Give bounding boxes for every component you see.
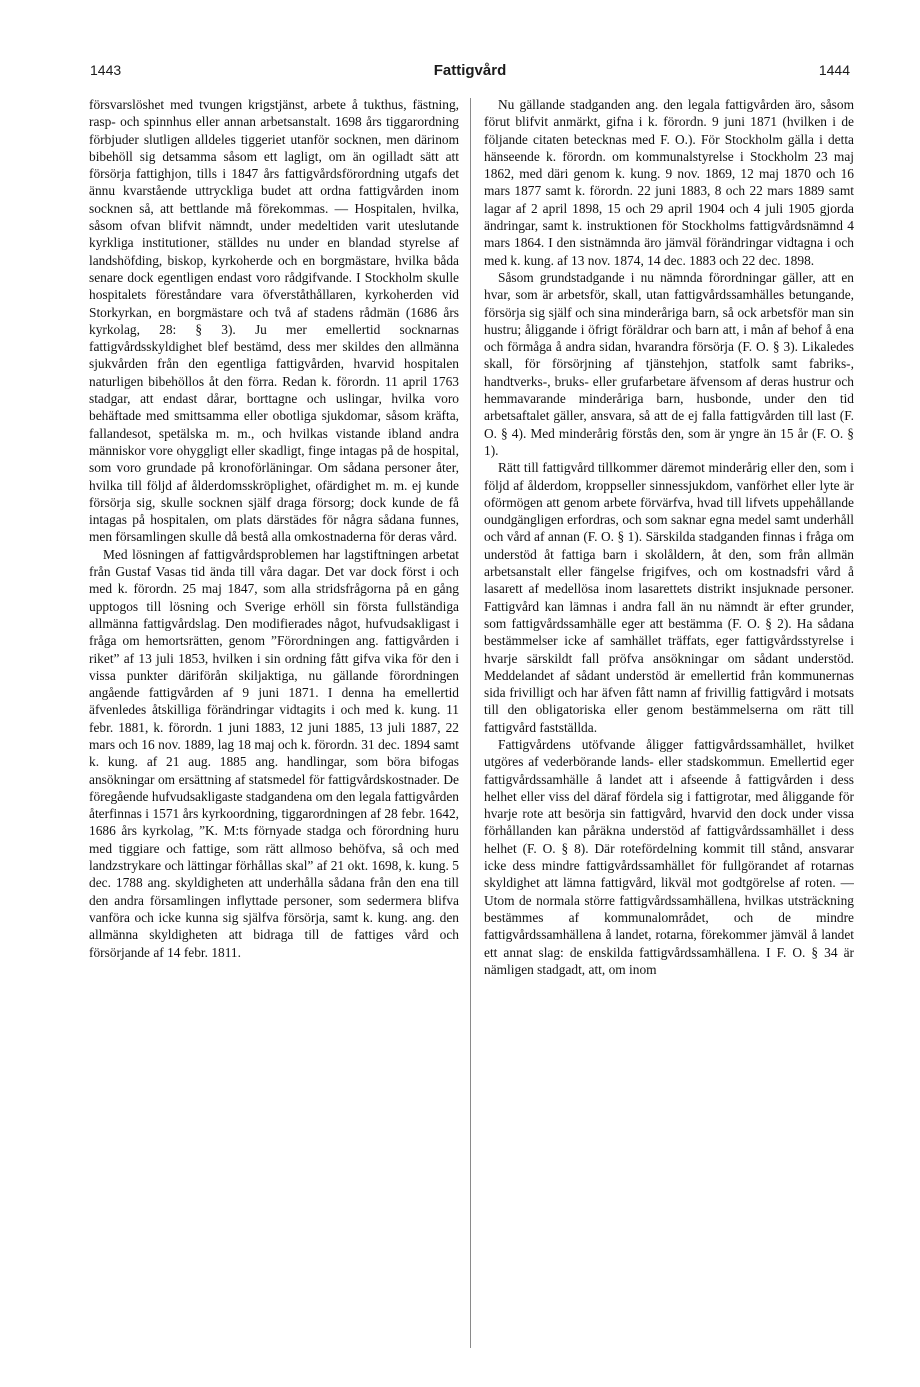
- right-column: [484, 96, 854, 1352]
- right-paragraph-2: Såsom grundstadgande i nu nämnda förordningar gäller, att en hvar, som är arbetsför, skall, utan fattigvårdssamhälles betungande, försörja sig själf och sina minderåriga barn, så ock arbetsför man sin hustru; åliggande i öfrigt föräldrar och barn att, i mån af behof å ena och förmåga å andra sidan, hvarandra försörja (F. O. § 3). Likaledes skall, för försörjning af tjänstehjon, statfolk samt fabriks-, handtverks-, bruks- eller grufarbetare äfvensom af deras hustrur och hemmavarande minderåriga barn, husbonde, under den tid arbetsaftalet gäller, ansvara, så att de ej falla fattigvården till last (F. O. § 4). Med minderårig förstås den, som är yngre än 15 år (F. O. § 1).: [484, 269, 854, 458]
- right-paragraph-3: Rätt till fattigvård tillkommer däremot minderårig eller den, som i följd af ålderdom, kroppseller sinnessjukdom, vanförhet eller lyte är oförmögen att genom arbete förvärfva, hvad till lifvets uppehållande oundgängligen erfordras, och som saknar egna medel samt underhåll och vård af annan (F. O. § 1). Särskilda stadganden finnas i fråga om understöd åt fattiga barn i skolåldern, åt den, som från allmän arbetsanstalt eller fängelse frigifves, och om kostnadsfri vård å lasarett af medellösa inom lasarettets distrikt insjuknade personer. Fattigvård kan lämnas i andra fall än nu nämndt är efter grunder, som fattigvårdssamhälle eger att bestämma (F. O. § 2). Ha sådana bestämmelser icke af samhället träffats, eger fattigvårdsstyrelse i hvarje särskildt fall pröfva ansökningar om sådant understöd. Meddelandet af sådant understöd är emellertid från kommunernas sida frivilligt och har äfven fått namn af frivillig fattigvård i motsats till den obligatoriska eller genom bestämmelserna om rätt till fattigvård fastställda.: [484, 460, 854, 735]
- right-paragraph-4: Fattigvårdens utöfvande åligger fattigvårdssamhället, hvilket utgöres af vederbörande lands- eller stadskommun. Emellertid eger fattigvårdssamhälle å landet att i afseende å fattigvården i dess helhet eller viss del däraf fördela sig i fattigrotar, med åliggande för hvarje rote att besörja sin fattigvård, hvarvid den dock under vissa förhållanden kan påräkna understöd af fattigvårdssamhället i dess helhet (F. O. § 8). Där rotefördelning kommit till stånd, ansvarar icke dess mindre fattigvårdssamhället för fullgörandet af rotarnas skyldighet att lämna fattigvård, likväl mot godtgörelse af roten. — Utom de normala större fattigvårdssamhällena, hvilkas utsträckning bestämmes af kommunalområdet, och de mindre fattigvårdssamhällena å landet, rotarna, förekommer jämväl å landet ett annat slag: de enskilda fattigvårdssamhällena. I F. O. § 34 är nämligen stadgadt, att, om inom: [484, 736, 854, 977]
- left-column: [89, 96, 459, 1352]
- right-paragraph-1: Nu gällande stadganden ang. den legala fattigvården äro, såsom förut blifvit anmärkt, gifna i k. förordn. 9 juni 1871 (hvilken i de följande citaten betecknas med F. O.). För Stockholm gälla i detta hänseende k. förordn. om kommunalstyrelse i Stockholm 23 maj 1862, med däri genom k. kung. 9 nov. 1869, 12 maj 1870 och 16 mars 1877 samt k. förordn. 22 juni 1883, 8 och 22 mars 1889 samt lagar af 2 april 1898, 15 och 29 april 1904 och 4 juli 1905 gjorda ändringar, samt k. instruktionen för Stockholms fattigvårdsnämnd 4 mars 1864. I den sistnämnda äro jämväl förändringar vidtagna i och med k. kung. af 13 nov. 1874, 14 dec. 1883 och 22 dec. 1898.: [484, 97, 854, 268]
- left-paragraph-1: försvarslöshet med tvungen krigstjänst, arbete å tukthus, fästning, rasp- och spinnhus eller annan arbetsanstalt. 1698 års tiggarordning förbjuder slutligen alldeles tiggeriet utanför socknen, men därinom bibehöll sig detsamma såsom ett lagligt, om än ogilladt sätt att försörja fattighjon, tills i 1847 års fattigvårdsförordning utgafs det ännu kvarstående uttryckliga budet att ordna fattigvården inom socknen så, att bettlande må förekommas. — Hospitalen, hvilka, såsom ofvan blifvit nämndt, under medeltiden varit uteslutande kyrkliga institutioner, ställdes nu under en blandad styrelse af landshöfding, biskop, kyrkoherde och en borgmästare, hvilka båda senare dock egentligen endast voro rådgifvande. I Stockholm skulle hospitalets föreståndare vara öfverståthållaren, kyrkoherden vid Storkyrkan, en borgmästare och två af stadens rådmän (1686 års kyrkolag, 28: § 3). Ju mer emellertid socknarnas fattigvårdsskyldighet blef bestämd, dess mer skildes den allmänna sjukvården från den egentliga fattigvården, hvarvid hospitalen naturligen bibehöllos åt den förra. Redan k. förordn. 11 april 1763 stadgar, att endast dårar, borttagne och uslingar, hvilka voro behäftade med smittsamma eller obotliga sjukdomar, såsom kräfta, fallandesot, spetälska m. m., och hvilkas vistande ibland andra människor vore ohyggligt eller skadligt, finge intagas på de hospital, som voro grundade på kronoförläningar. Om sådana personer åter, hvilka till följd af ålderdomsskröplighet, ofärdighet m. m. ej kunde försörja sig, skulle socknen själf draga försorg; dock kunde de få intagas på hospitalen, om plats därstädes för några sådana funnes, men församlingen skulle då bestå alla omkostnaderna för deras vård.: [89, 97, 459, 545]
- column-divider: [470, 98, 471, 1348]
- left-paragraph-2: Med lösningen af fattigvårdsproblemen har lagstiftningen arbetat från Gustaf Vasas tid ända till våra dagar. Det var dock först i och med k. förordn. 25 maj 1847, som alla stridsfrågorna på en gång upptogos till lösning och Sverige erhöll sin första fullständiga allmänna fattigvårdslag. Den modifierades något, hufvudsakligast i fråga om hemortsrätten, genom ”Förordningen ang. fattigvården i riket” af 13 juli 1853, hvilken i sin ordning fått gifva vika för den i vissa punkter däriförån skiljaktiga, nu gällande förordningen angående fattigvården af 9 juni 1871. I denna ha emellertid äfvenledes åtskilliga förändringar vidtagits i och med k. kung. 11 febr. 1881, k. förordn. 1 juni 1883, 12 juni 1885, 13 juli 1887, 22 mars och 16 nov. 1889, lag 18 maj och k. förordn. 31 dec. 1894 samt k. kung. af 21 aug. 1885 ang. handlingar, som böra bifogas ansökningar om ersättning af statsmedel för fattigvårdskostnader. De föregående hufvudsakligaste stadgandena om den legala fattigvården återfinnas i 1571 års kyrkoordning, tiggarordningen af 28 febr. 1642, 1686 års kyrkolag, ”K. M:ts förnyade stadga och förordning huru med tiggiare och fattige, som rätt allmoso behöfva, så och med landzstrykare och lättingar förhållas skal” af 21 okt. 1698, k. kung. 5 dec. 1788 ang. skyldigheten att underhålla sådana från den ena till den andra församlingen inflyttade personer, som sedermera blifva vanföra och icke kunna sig själfva försörja, samt k. kung. ang. den allmänna skyldigheten att bidraga till de fattiges vård och försörjande af 14 febr. 1811.: [89, 546, 459, 960]
- running-title: Fattigvård: [433, 62, 507, 79]
- page-number-left: 1443: [90, 62, 122, 78]
- page-header: [90, 62, 850, 88]
- page-number-right: 1444: [818, 62, 850, 78]
